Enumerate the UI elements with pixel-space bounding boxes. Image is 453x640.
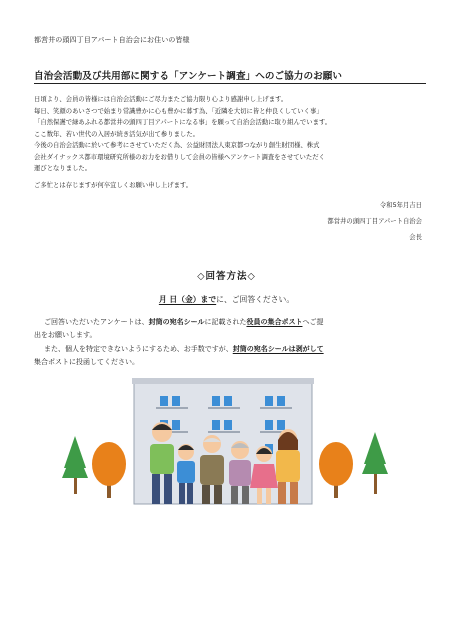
instruction-text: 集合ポストに投函してください。	[34, 357, 139, 366]
label-sticker-text: 封筒の宛名シール	[148, 318, 205, 326]
intro-line-1: 日頃より、会員の皆様には自治会活動にご尽力またご協力限り心より感謝申し上げます。	[34, 96, 288, 103]
instruction-paragraph-2	[34, 343, 426, 368]
instruction-text: に記載された	[204, 318, 247, 326]
intro-line-5: 今後の自治会活動に於いて参考にさせていただく為、公益財団法人東京都つながり創生財団様、株式	[34, 142, 320, 149]
sender-title: 会長	[409, 234, 422, 241]
instruction-text: ご回答いただいたアンケートは、	[44, 318, 149, 326]
addressee: 都営井の頭四丁目アパート自治会にお住いの皆様	[34, 36, 190, 44]
deadline-date: 月 日（金）まで	[158, 295, 217, 304]
intro-line-6: 会社ダイナックス都市環境研究所様のお力をお借りして会員の皆様へアンケート調査をさせていただく	[34, 153, 325, 161]
instruction-text: 出をお願いします。	[34, 330, 97, 339]
instruction-text: また、個人を特定できないようにするため、お手数ですが、	[44, 345, 233, 353]
intro-line-3: 「自然保護で緑あふれる都営井の頭四丁目アパートになる事」を願って自治会活動に取り組んでいます。	[34, 119, 332, 126]
instruction-text: へご提	[302, 318, 324, 326]
remove-label-text: 封筒の宛名シールは剥がして	[232, 345, 324, 353]
title-underline	[34, 83, 426, 84]
notice-title: 自治会活動及び共用部に関する「アンケート調査」へのご協力のお願い	[34, 71, 343, 82]
intro-line-2: 毎日、笑顔のあいさつで始まり常識豊かに心も豊かに暮す為、「近隣を大切に皆と仲良くしていく事」	[34, 107, 323, 115]
deadline-line	[0, 294, 453, 305]
officer-post-text: 役員の集合ポスト	[246, 318, 303, 326]
instruction-paragraph-1	[34, 316, 426, 341]
method-heading: ◇回答方法◇	[197, 271, 256, 282]
intro-line-7: 運びとなりました。	[34, 165, 92, 172]
sender-org: 都営井の頭四丁目アパート自治会	[327, 218, 422, 225]
intro-line-4: ここ数年、若い世代の入居が続き活気が出て参りました。	[34, 130, 199, 138]
apartment-family-illustration	[60, 368, 400, 520]
issue-date: 令和5年月吉日	[379, 202, 422, 209]
intro-line-8: ご多忙とは存じますが何卒宜しくお願い申し上げます。	[34, 182, 193, 189]
deadline-text: に、ご回答ください。	[216, 295, 295, 304]
